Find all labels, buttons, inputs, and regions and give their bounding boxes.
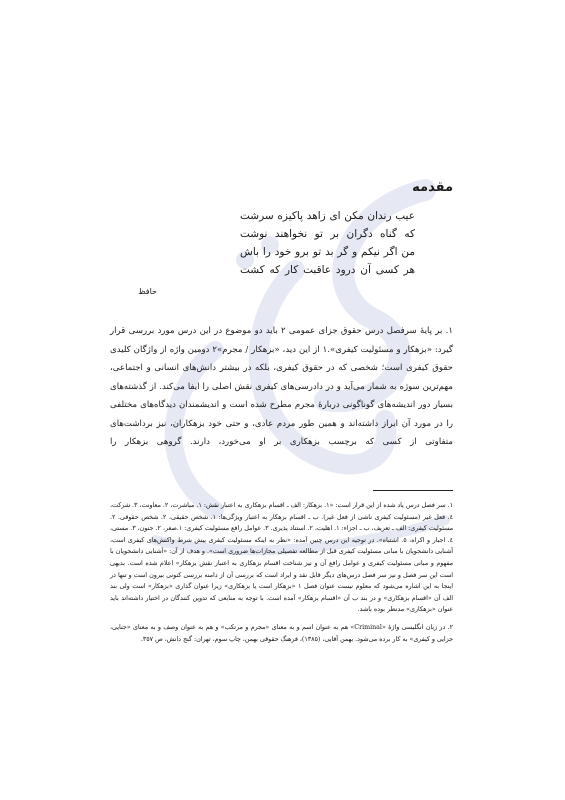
poem-line: من اگر نیکم و گر بد تو برو خود را باش <box>240 246 415 258</box>
poem-line: هر کسی آن درود عاقبت کار که کشت <box>240 264 415 276</box>
body-paragraph: ۱. بر پایهٔ سرفصل درس حقوق جزای عمومی ۲ باید دو موضوع در این درس مورد بررسی قرار گیرد: «بزهکار و مسئولیت کیفری».۱ از این دید، «بزهکار / مجرم»۲ دومین واژه از واژگان کلیدی حقوق کیفری است؛ شخصی که در حقوق کیفری، بلکه در بیشتر دانش‌های انسانی و اجتماعی، مهم‌ترین سوژه به شمار می‌آید و در دادرسی‌های کیفری نقش اصلی را ایفا می‌کند. از گذشته‌های بسیار دور اندیشه‌های گوناگونی دربارهٔ مجرم مطرح شده است و اندیشمندان دیدگاه‌های مختلفی را در مورد آن ابراز داشته‌اند و همین طور مردم عادی، و حتی خود بزهکاران، نیز برداشت‌های متفاوتی از کسی که برچسب بزهکاری بر او می‌خورد، دارند. گروهی بزهکار را <box>110 326 454 447</box>
footnote-item: ۱. سر فصل درس یاد شده از این قرار است: «۱. بزهکار: الف ـ اقسام بزهکاری به اعتبار نقش: ۱. مباشرت، ۲. معاونت، ۳. شرکت، ٤. فعل غیر (مسئولیت کیفری ناشی از فعل غیر). ب ـ اقسام بزهکار به اعتبار ویژگی‌ها: ۱. شخص حقیقی، ۲. شخص حقوقی. ۲. مسئولیت کیفری: الف ـ تعریف، ب ـ اجزاء: ۱. اهلیت، ۲. استناد پذیری. ۳. عوامل رافع مسئولیت کیفری: ۱.صغر، ۲. جنون، ۳. مستی، ٤. اجبار و اکراه، ٥. اشتباه». در توجیه این درس چنین آمده: «نظر به اینکه مسئولیت کیفری پیش شرط واکنش‌های کیفری است، آشنایی دانشجویان با مبانی مسئولیت کیفری قبل از مطالعه تفصیلی مجازات‌ها ضروری است». و هدف از آن: «آشنایی دانشجویان با مفهوم و مبانی مسئولیت کیفری و عوامل رافع آن و نیز شناخت اقسام بزهکاری به اعتبار نقش بزهکار» اعلام شده است. بدیهی است این سر فصل و نیز سر فصل درس‌های دیگر قابل نقد و ایراد است که بررسی آن از دامنه بررسی کنونی بیرون است و تنها در اینجا به این اشاره می‌شود که معلوم نیست عنوان فصل ۱ «بزهکار است یا بزهکاری» زیرا عنوان گذاری «بزهکار» است ولی بند الف آن «اقسام بزهکاری» و در بند ب آن «اقسام بزهکار» آمده است. با توجه به منابعی که تدوین کنندگان در اختیار داشته‌اند باید عنوان «بزهکاری» مدنظر بوده باشد. <box>110 502 454 614</box>
poem-line: که گناه دگران بر تو نخواهند نوشت <box>240 228 415 240</box>
section-heading: مقدمه <box>412 180 453 195</box>
footnote-item: ۲. در زبان انگلیسی واژهٔ «Criminal» هم به عنوان اسم و به معنای «مجرم و مرتکب» و هم به عنوان وصف و به معنای «جنایی، جزایی و کیفری» به کار برده می‌شود. بهمن آقایی، (۱۳۸٥)، فرهنگ حقوقی بهمن، چاپ سوم، تهران: گنج دانش، ص ۳٥۷. <box>110 623 453 643</box>
poem-line: عیب رندان مکن ای زاهد پاکیزه سرشت <box>240 210 415 222</box>
body-paragraph-block <box>110 322 453 452</box>
footnotes <box>110 500 453 651</box>
footnote-divider <box>373 490 453 491</box>
poem-block <box>240 207 415 279</box>
poem-attribution: حافظ <box>138 287 157 296</box>
